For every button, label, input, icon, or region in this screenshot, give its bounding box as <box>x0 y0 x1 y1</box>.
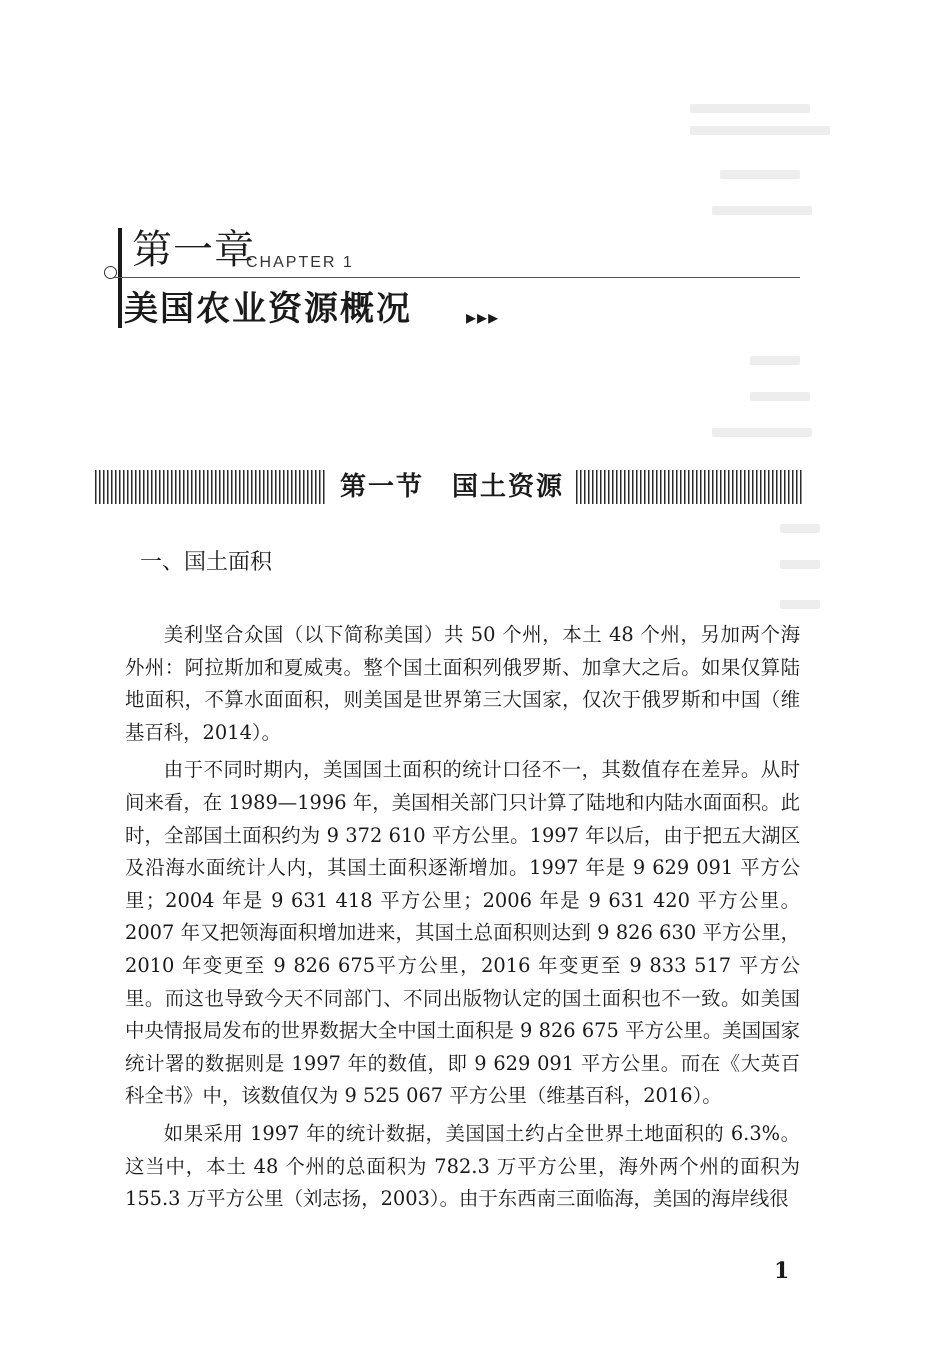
chapter-rule <box>110 277 800 278</box>
bleed-through-mark <box>780 600 820 609</box>
bleed-through-mark <box>690 126 830 135</box>
chapter-label: CHAPTER 1 <box>246 254 354 271</box>
bleed-through-mark <box>712 206 812 215</box>
section-pattern-left <box>95 470 327 504</box>
paragraph: 美利坚合众国（以下简称美国）共 50 个州，本土 48 个州，另加两个海外州：阿拉斯加和夏威夷。整个国土面积列俄罗斯、加拿大之后。如果仅算陆地面积，不算水面面积，则美国是世界第三大国家，仅次于俄罗斯和中国（维基百科，2014）。 <box>125 623 800 744</box>
bleed-through-mark <box>750 392 810 401</box>
chapter-title: 第一章 <box>132 227 255 273</box>
chapter-circle-ornament <box>104 266 117 279</box>
sub-heading: 一、国土面积 <box>140 550 273 575</box>
bleed-through-mark <box>690 104 810 113</box>
bleed-through-mark <box>750 356 800 365</box>
paragraph: 由于不同时期内，美国国土面积的统计口径不一，其数值存在差异。从时间来看，在 1989—1996 年，美国相关部门只计算了陆地和内陆水面面积。此时，全部国土面积约为 9 372 610 平方公里。1997 年以后，由于把五大湖区及沿海水面统计人内，其国土面积逐渐增加。1997 年是 9 629 091 平方公里；2004 年是 9 631 418 平方公里；2006 年是 9 631 420 平方公里。2007 年又把领海面积增加进来，其国土总面积则达到 9 826 630 平方公里，2010 年变更至 9 826 675平方公里，2016 年变更至 9 833 517 平方公里。而这也导致今天不同部门、不同出版物认定的国土面积也不一致。如美国中央情报局发布的世界数据大全中国土面积是 9 826 675 平方公里。美国国家统计署的数据则是 1997 年的数值，即 9 629 091 平方公里。而在《大英百科全书》中，该数值仅为 9 525 067 平方公里（维基百科，2016）。 <box>125 758 800 1108</box>
section-pattern-right <box>576 470 804 504</box>
bleed-through-mark <box>712 428 812 437</box>
paragraph: 如果采用 1997 年的统计数据，美国国土约占全世界土地面积的 6.3%。这当中，本土 48 个州的总面积为 782.3 万平方公里，海外两个州的面积为 155.3 万平方公里（刘志扬，2003）。由于东西南三面临海，美国的海岸线很 <box>125 1121 800 1211</box>
bleed-through-mark <box>780 524 820 533</box>
bleed-through-mark <box>720 170 800 179</box>
page-number: 1 <box>774 1258 790 1284</box>
body-text <box>125 619 800 1221</box>
section-title: 第一节 国土资源 <box>339 472 564 502</box>
chapter-subtitle: 美国农业资源概况 <box>124 289 412 329</box>
chapter-vertical-bar <box>118 228 122 328</box>
triple-arrow-icon: ▸▸▸ <box>466 305 500 329</box>
bleed-through-mark <box>780 560 820 569</box>
